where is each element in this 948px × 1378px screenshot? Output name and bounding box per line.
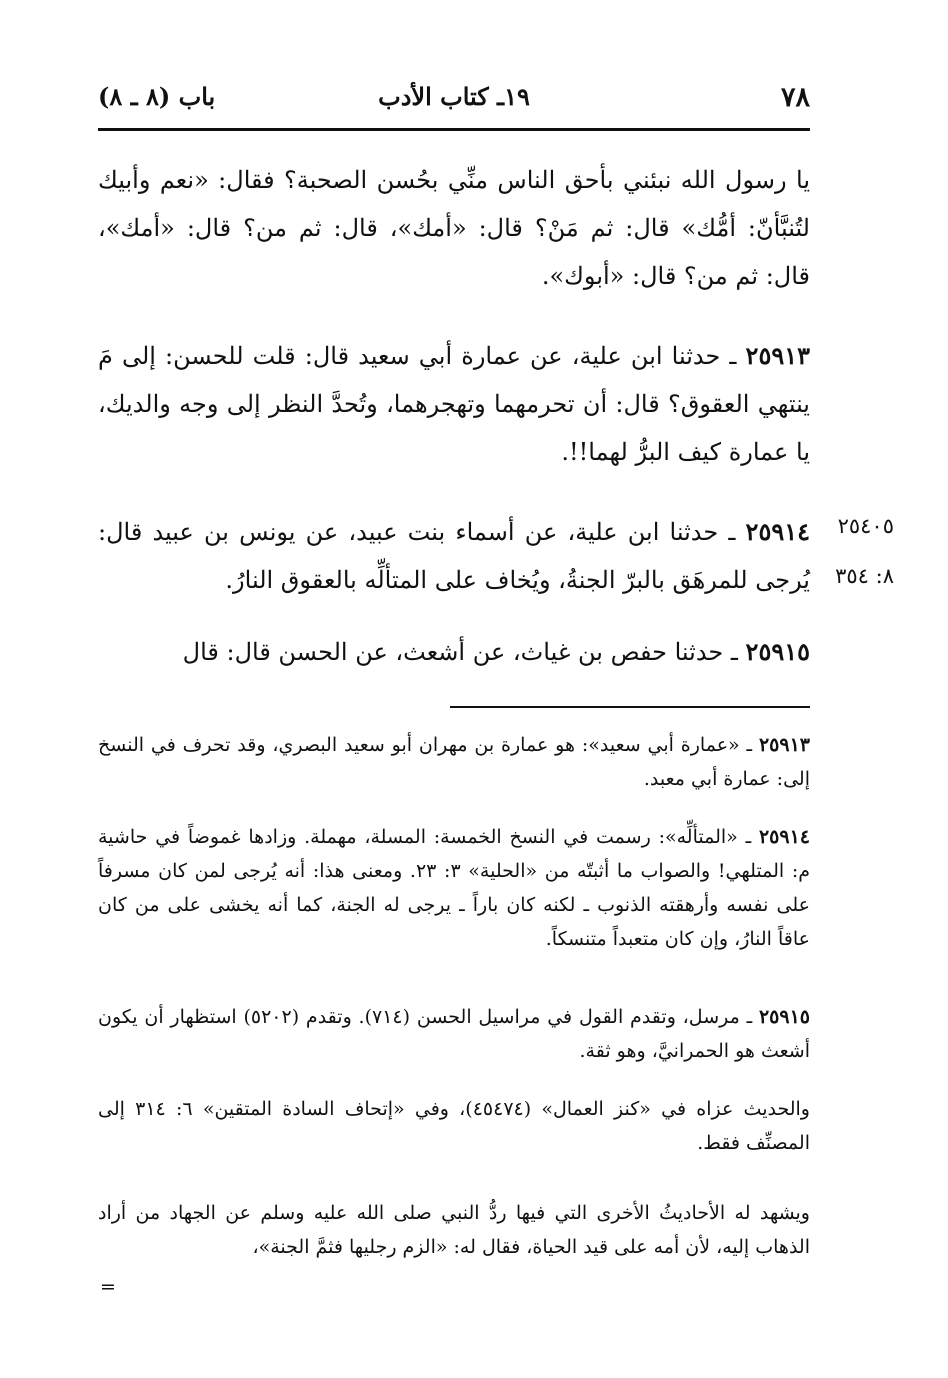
hadith-paragraph: [98, 628, 810, 676]
footnote: [98, 820, 810, 956]
footnote-text: ـ «عمارة أبي سعيد»: هو عمارة بن مهران أبو سعيد البصري، وقد تحرف في النسخ إلى: عمارة أبي معبد.: [98, 734, 810, 790]
footnote: [98, 728, 810, 796]
hadith-text: ـ حدثنا ابن علية، عن عمارة أبي سعيد قال: قلت للحسن: إلى مَ ينتهي العقوق؟ قال: أن تحرمهما وتهجرهما، وتُحدَّ النظر إلى وجه والديك، يا عمارة كيف البرُّ لهما!!.: [98, 342, 810, 466]
footnote-text: والحديث عزاه في «كنز العمال» (٤٥٤٧٤)، وفي «إتحاف السادة المتقين» ٦: ٣١٤ إلى المصنِّف فقط.: [98, 1098, 810, 1154]
hadith-paragraph: [98, 332, 810, 476]
footnote-number: ٢٥٩١٥: [758, 1006, 810, 1028]
hadith-number: ٢٥٩١٣: [745, 341, 810, 370]
hadith-text: ـ حدثنا ابن علية، عن أسماء بنت عبيد، عن يونس بن عبيد قال: يُرجى للمرهَق بالبرّ الجنةُ، ويُخاف على المتألِّه بالعقوق النارُ.: [98, 518, 810, 594]
footnote: [98, 1092, 810, 1160]
footnote-separator: [450, 706, 810, 708]
footnote-text: ـ «المتألِّه»: رسمت في النسخ الخمسة: المسلة، مهملة. وزادها غموضاً في حاشية م: المتلهي! والصواب ما أثبتّه من «الحلية» ٣: ٢٣. ومعنى هذا: أنه يُرجى لمن كان مسرفاً على نفسه وأرهقته الذنوب ـ لكنه كان باراً ـ يرجى له الجنة، كما أنه يخشى على من كان عاقاً النارُ، وإن كان متعبداً متنسكاً.: [98, 826, 810, 950]
hadith-number: ٢٥٩١٥: [745, 637, 810, 666]
footnote-text: ـ مرسل، وتقدم القول في مراسيل الحسن (٧١٤). وتقدم (٥٢٠٢) استظهار أن يكون أشعث هو الحمرانيَّ، وهو ثقة.: [98, 1006, 810, 1062]
chapter-label: باب (٨ ـ ٨): [98, 82, 216, 111]
page-number: ٧٨: [780, 82, 810, 113]
hadith-text: يا رسول الله نبئني بأحق الناس منِّي بحُسن الصحبة؟ فقال: «نعم وأبيك لتُنبَّأنّ: أمُّك» قال: ثم مَنْ؟ قال: «أمك»، قال: ثم من؟ قال: «أمك»، قال: ثم من؟ قال: «أبوك».: [98, 166, 810, 290]
book-title: ١٩ـ كتاب الأدب: [378, 82, 530, 111]
header-rule: [98, 128, 810, 131]
margin-reference: ٨: ٣٥٤: [835, 564, 894, 588]
hadith-paragraph: [98, 508, 810, 604]
page-header: [98, 82, 810, 122]
footnote-number: ٢٥٩١٤: [758, 826, 810, 848]
footnote: [98, 1000, 810, 1068]
continuation-mark: =: [100, 1276, 116, 1298]
hadith-text: ـ حدثنا حفص بن غياث، عن أشعث، عن الحسن قال: قال: [182, 638, 746, 666]
margin-reference: ٢٥٤٠٥: [837, 514, 894, 538]
footnote: [98, 1196, 810, 1264]
hadith-paragraph: [98, 156, 810, 300]
hadith-number: ٢٥٩١٤: [745, 517, 810, 546]
footnote-text: ويشهد له الأحاديثُ الأخرى التي فيها ردُّ النبي صلى الله عليه وسلم عن الجهاد من أراد الذهاب إليه، لأن أمه على قيد الحياة، فقال له: «الزم رجليها فثمَّ الجنة»،: [98, 1202, 810, 1258]
footnote-number: ٢٥٩١٣: [758, 734, 810, 756]
